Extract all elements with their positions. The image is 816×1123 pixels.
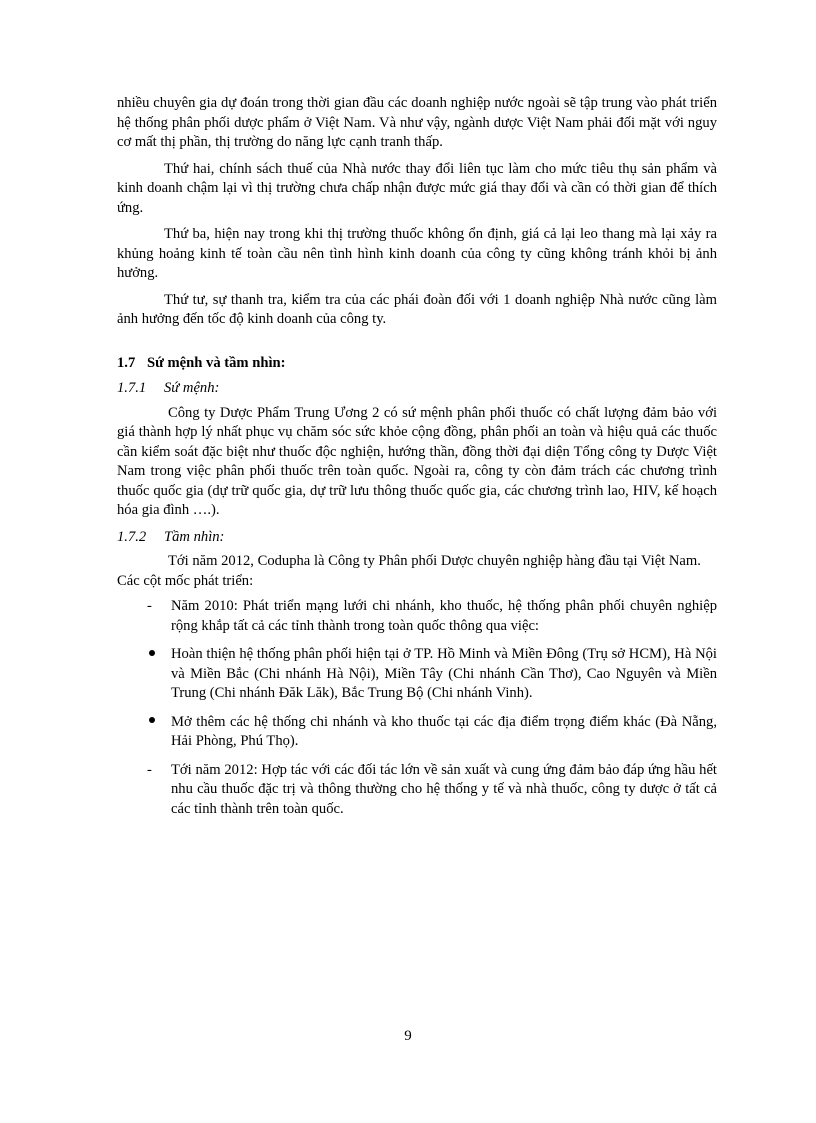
page-number: 9 [404,1028,412,1044]
paragraph-second-reason: Thứ hai, chính sách thuế của Nhà nước thay đổi liên tục làm cho mức tiêu thụ sản phẩm và kinh doanh chậm lại vì thị trường chưa chấp nhận được mức giá thay đổi và cần có thời gian để thích ứng. [117,160,717,216]
mission-title: Sứ mệnh: [164,380,220,396]
vision-number: 1.7.2 [117,528,147,545]
mission-body: Công ty Dược Phẩm Trung Ương 2 có sứ mệnh phân phối thuốc có chất lượng đảm bảo với giá thành hợp lý nhất phục vụ chăm sóc sức khỏe cộng đồng, phân phối an toàn và hiệu quả các thuốc cần kiểm soát đặc biệt như thuốc độc nghiện, hướng thần, đồng thời đại diện Tổng công ty Dược Việt Nam trong việc phân phối thuốc trên toàn quốc. Ngoài ra, công ty còn đảm trách các chương trình thuốc quốc gia (dự trữ quốc gia, dự trữ lưu thông thuốc quốc gia, các chương trình lao, HIV, kế hoạch hóa gia đình ….). [117,404,717,518]
section-number: 1.7 [117,354,136,371]
list-item-text: Năm 2010: Phát triển mạng lưới chi nhánh, kho thuốc, hệ thống phân phối chuyên nghiệp rộng khắp tất cả các tỉnh thành trong toàn quốc thông qua việc: [171,598,717,634]
milestones-list [147,597,717,819]
dash-marker: - [147,598,152,614]
mission-number: 1.7.1 [117,380,147,396]
list-item [147,597,717,636]
list-item [147,713,717,752]
vision-title: Tầm nhìn: [164,528,225,545]
list-item [147,645,717,704]
dash-marker: - [147,761,152,778]
section-heading [117,354,717,374]
mission-heading [117,379,717,399]
paragraph-third-reason: Thứ ba, hiện nay trong khi thị trường thuốc không ổn định, giá cả lại leo thang mà lại xảy ra khủng hoảng kinh tế toàn cầu nên tình hình kinh doanh của công ty cũng không tránh khỏi bị ảnh hưởng. [117,226,717,281]
section-title: Sứ mệnh và tầm nhìn: [147,354,286,371]
paragraph-continuation: nhiều chuyên gia dự đoán trong thời gian đầu các doanh nghiệp nước ngoài sẽ tập trung vào phát triển hệ thống phân phối dược phẩm ở Việt Nam. Và như vậy, ngành dược Việt Nam phải đối mặt với nguy cơ mất thị phần, thị trường do năng lực cạnh tranh thấp. [117,95,717,150]
document-page [117,94,717,828]
bullet-icon [147,713,171,752]
list-item [147,761,717,820]
bullet-icon [147,645,171,704]
paragraph-fourth-reason: Thứ tư, sự thanh tra, kiểm tra của các phái đoàn đối với 1 doanh nghiệp Nhà nước cũng làm ảnh hưởng đến tốc độ kinh doanh của công ty. [117,291,717,327]
vision-heading [117,528,717,548]
milestones-label: Các cột mốc phát triển: [117,572,254,589]
vision-body: Tới năm 2012, Codupha là Công ty Phân phối Dược chuyên nghiệp hàng đầu tại Việt Nam. [168,553,701,569]
list-item-text: Tới năm 2012: Hợp tác với các đối tác lớn về sản xuất và cung ứng đảm bảo đáp ứng hầu hết nhu cầu thuốc đặc trị và thông thường cho hệ thống y tế và nhà thuốc, công ty dược ở tất cả các tỉnh thành trên toàn quốc. [171,761,717,817]
list-item-text: Mở thêm các hệ thống chi nhánh và kho thuốc tại các địa điểm trọng điểm khác (Đà Nẵng, Hải Phòng, Phú Thọ). [171,713,717,749]
list-item-text: Hoàn thiện hệ thống phân phối hiện tại ở TP. Hồ Minh và Miền Đông (Trụ sở HCM), Hà Nội và Miền Bắc (Chi nhánh Hà Nội), Miền Tây (Chi nhánh Cần Thơ), Cao Nguyên và Miền Trung (Chi nhánh Đăk Lăk), Bắc Trung Bộ (Chi nhánh Vinh). [171,646,717,701]
